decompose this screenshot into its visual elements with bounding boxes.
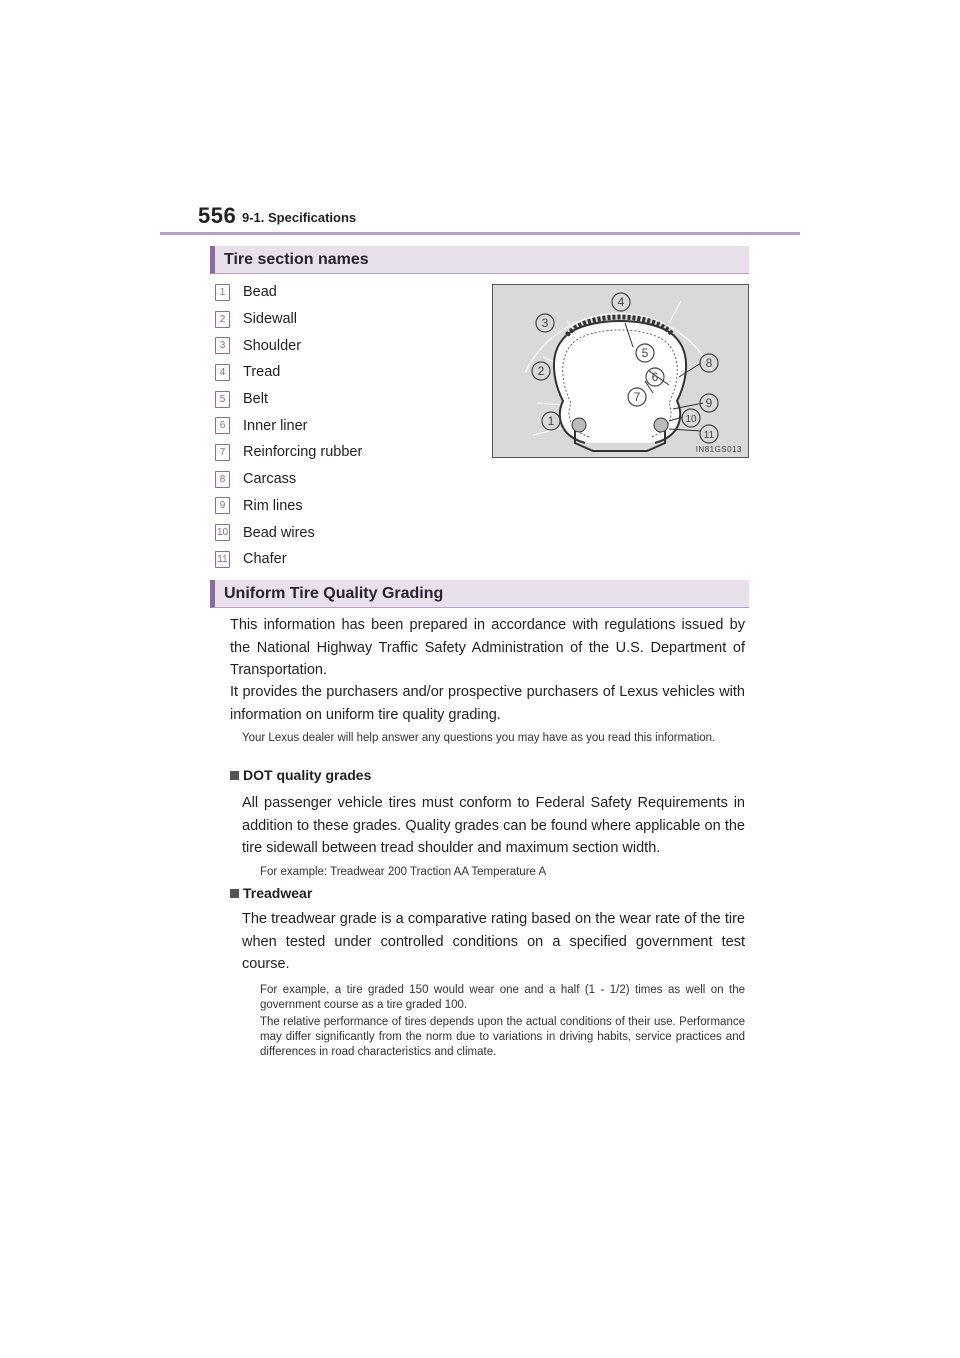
number-badge: 11 [215, 551, 230, 568]
number-badge: 6 [215, 417, 230, 434]
list-item-label: Chafer [243, 551, 287, 568]
intro-paragraph-1: This information has been prepared in accordance with regulations issued by the National Highway Traffic Safety Administration of the U.S. Department of Transportation. [230, 617, 745, 678]
callout-label: 3 [541, 316, 549, 330]
number-badge: 2 [215, 311, 230, 328]
list-item [215, 332, 362, 359]
treadwear-heading [230, 885, 312, 901]
list-item-label: Carcass [243, 471, 297, 488]
number-badge: 5 [215, 391, 230, 408]
dot-example: For example: Treadwear 200 Traction AA Temperature A [260, 866, 547, 878]
callout-label: 5 [641, 346, 649, 360]
callout-label: 6 [651, 370, 659, 384]
number-badge: 7 [215, 444, 230, 461]
tire-diagram [493, 285, 748, 457]
callout-label: 9 [705, 396, 713, 410]
dot-body: All passenger vehicle tires must conform to Federal Safety Requirements in addition to these grades. Quality grades can be found where applicable on the tire sidewall between tread shoulder and maximum section width. [242, 795, 745, 856]
subheading-text: DOT quality grades [243, 767, 372, 783]
treadwear-note-2: The relative performance of tires depends upon the actual conditions of their use. Performance may differ significantly from the norm due to variations in driving habits, service practices and differences in road characteristics and climate. [260, 1016, 745, 1058]
number-badge: 1 [215, 284, 230, 301]
square-bullet-icon [230, 889, 239, 898]
list-item [215, 466, 362, 493]
list-item [215, 306, 362, 333]
section-heading-uniform-tire-quality-grading: Uniform Tire Quality Grading [210, 580, 749, 608]
list-item [215, 493, 362, 520]
dot-quality-grades-heading [230, 767, 371, 783]
list-item [215, 546, 362, 573]
intro-paragraph-2: It provides the purchasers and/or prospective purchasers of Lexus vehicles with information on uniform tire quality grading. [230, 684, 745, 723]
tire-section-list [215, 279, 362, 573]
list-item-label: Sidewall [243, 311, 297, 328]
callout-label: 4 [617, 295, 625, 309]
callout-label: 1 [547, 414, 555, 428]
subheading-text: Treadwear [243, 885, 313, 901]
list-item-label: Belt [243, 391, 268, 408]
callout-label: 10 [685, 414, 697, 425]
list-item-label: Rim lines [243, 497, 303, 514]
callout-label: 7 [633, 390, 641, 404]
list-item-label: Bead wires [243, 524, 315, 541]
square-bullet-icon [230, 771, 239, 780]
page-number: 556 [198, 203, 237, 228]
number-badge: 3 [215, 337, 230, 354]
list-item [215, 386, 362, 413]
list-item-label: Inner liner [243, 417, 308, 434]
callout-label: 11 [703, 430, 715, 441]
section-heading-tire-section-names: Tire section names [210, 246, 749, 274]
callout-label: 8 [705, 356, 713, 370]
tire-cross-section-figure [492, 284, 749, 458]
treadwear-note-1: For example, a tire graded 150 would wear one and a half (1 - 1/2) times as well on the government course as a tire graded 100. [260, 984, 745, 1011]
figure-code: IN81GS013 [695, 445, 742, 454]
number-badge: 9 [215, 497, 230, 514]
list-item-label: Reinforcing rubber [243, 444, 363, 461]
list-item-label: Tread [243, 364, 281, 381]
callout-label: 2 [537, 364, 545, 378]
list-item [215, 279, 362, 306]
treadwear-body: The treadwear grade is a comparative rating based on the wear rate of the tire when tested under controlled conditions on a specified government test course. [242, 911, 745, 972]
number-badge: 4 [215, 364, 230, 381]
chapter-title: 9-1. Specifications [242, 210, 357, 225]
number-badge: 8 [215, 471, 230, 488]
list-item-label: Bead [243, 284, 277, 301]
list-item [215, 359, 362, 386]
dealer-note: Your Lexus dealer will help answer any questions you may have as you read this information. [242, 732, 716, 744]
list-item [215, 412, 362, 439]
header-rule [160, 232, 800, 235]
number-badge: 10 [215, 524, 230, 541]
list-item [215, 439, 362, 466]
list-item [215, 519, 362, 546]
list-item-label: Shoulder [243, 337, 302, 354]
